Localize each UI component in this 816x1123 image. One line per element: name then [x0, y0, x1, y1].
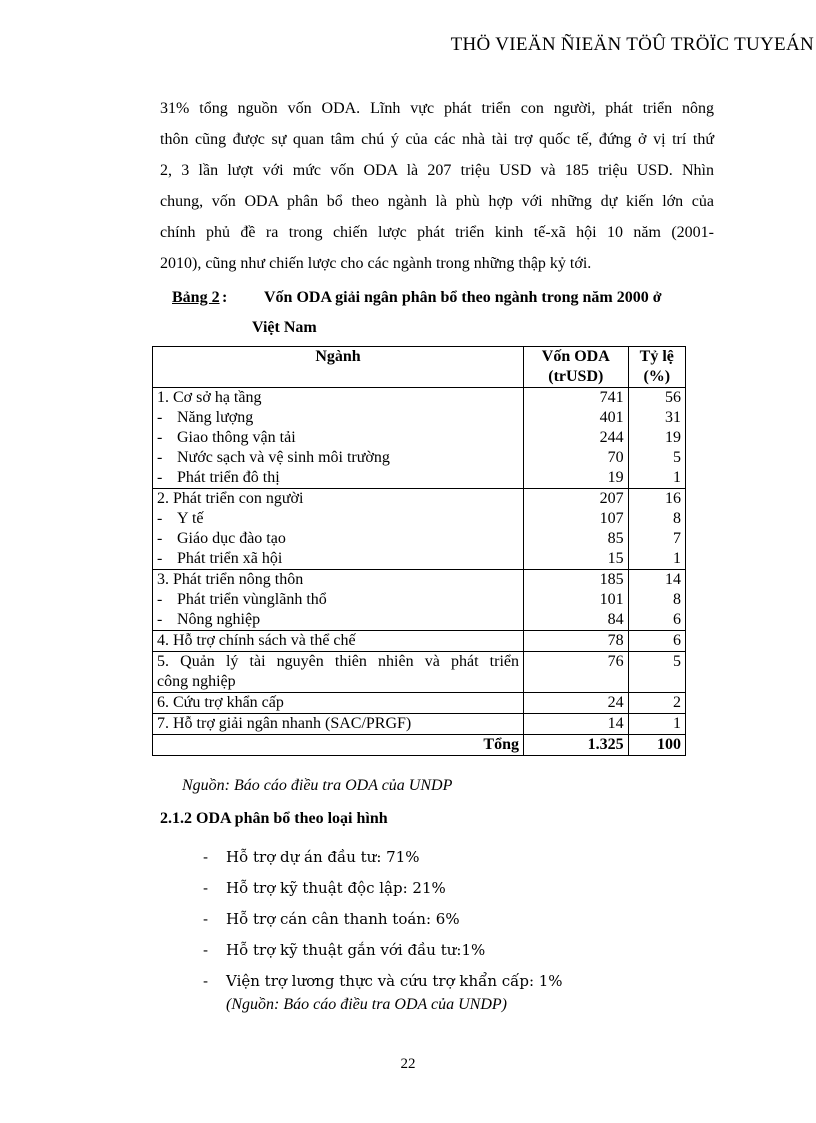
row-share: 56: [628, 388, 685, 409]
row-share: 6: [628, 631, 685, 652]
row-sector: - Y tế: [153, 509, 524, 529]
row-share: 31: [628, 408, 685, 428]
row-share: 19: [628, 428, 685, 448]
list-item: - Hỗ trợ cán cân thanh toán: 6%: [203, 904, 563, 935]
row-share: 2: [628, 693, 685, 714]
row-share: 14: [628, 570, 685, 591]
header-value: Vốn ODA (trUSD): [524, 347, 629, 388]
row-share: 1: [628, 468, 685, 489]
bullet-dash: -: [203, 941, 209, 959]
table-row: [153, 489, 686, 510]
dash-marker: -: [157, 611, 163, 628]
row-sector-line2: công nghiệp: [157, 673, 236, 690]
dash-marker: -: [157, 429, 163, 446]
page-number: 22: [400, 1056, 416, 1072]
row-sector: - Phát triển vùnglãnh thổ: [153, 590, 524, 610]
row-value: 244: [524, 428, 629, 448]
bullet-dash: -: [203, 910, 209, 928]
dash-marker: -: [157, 591, 163, 608]
row-share: 8: [628, 509, 685, 529]
table-total-row: [153, 735, 686, 756]
row-sector: - Giao thông vận tải: [153, 428, 524, 448]
table-row: [153, 529, 686, 549]
row-value: 19: [524, 468, 629, 489]
list-item: - Hỗ trợ dự án đầu tư: 71%: [203, 842, 563, 873]
paragraph-line: chung, vốn ODA phân bổ theo ngành là phù hợp với những dự kiến lớn của: [160, 193, 714, 210]
row-value: 84: [524, 610, 629, 631]
row-sector: 1. Cơ sở hạ tầng: [153, 388, 524, 409]
row-sector: - Phát triển đô thị: [153, 468, 524, 489]
row-value: 185: [524, 570, 629, 591]
table-row: [153, 570, 686, 591]
table-row: [153, 714, 686, 735]
row-value: 70: [524, 448, 629, 468]
row-value: 207: [524, 489, 629, 510]
bullet-list: [203, 842, 563, 997]
list-source-note: (Nguồn: Báo cáo điều tra ODA của UNDP): [226, 996, 507, 1013]
table-row: [153, 693, 686, 714]
row-value: 101: [524, 590, 629, 610]
row-sector-line1: 5. Quản lý tài nguyên thiên nhiên và phát triển: [157, 653, 519, 670]
row-sector: 6. Cứu trợ khẩn cấp: [153, 693, 524, 714]
section-heading: 2.1.2 ODA phân bổ theo loại hình: [160, 810, 388, 827]
table-row: [153, 610, 686, 631]
row-value: 107: [524, 509, 629, 529]
row-sector: 2. Phát triển con người: [153, 489, 524, 510]
row-share: 5: [628, 448, 685, 468]
dash-marker: -: [157, 530, 163, 547]
row-share: 16: [628, 489, 685, 510]
bullet-dash: -: [203, 972, 209, 990]
table-source-note: Nguồn: Báo cáo điều tra ODA của UNDP: [182, 777, 453, 794]
row-value: 85: [524, 529, 629, 549]
list-item: - Viện trợ lương thực và cứu trợ khẩn cấp: 1%: [203, 966, 563, 997]
oda-sector-table: [152, 346, 686, 756]
row-share: 8: [628, 590, 685, 610]
dash-marker: -: [157, 449, 163, 466]
row-value: 15: [524, 549, 629, 570]
row-share: 6: [628, 610, 685, 631]
table-label-colon: :: [222, 289, 228, 306]
header-share: Tỷ lệ (%): [628, 347, 685, 388]
row-value: 78: [524, 631, 629, 652]
dash-marker: -: [157, 409, 163, 426]
paragraph-line: thôn cũng được sự quan tâm chú ý của các nhà tài trợ quốc tế, đứng ở vị trí thứ: [160, 131, 714, 148]
dash-marker: -: [157, 550, 163, 567]
paragraph-line: chính phủ đề ra trong chiến lược phát triển kinh tế-xã hội 10 năm (2001-: [160, 224, 714, 241]
row-sector: 4. Hỗ trợ chính sách và thể chế: [153, 631, 524, 652]
table-row: [153, 590, 686, 610]
total-label: Tổng: [153, 735, 524, 756]
table-row: [153, 468, 686, 489]
body-paragraph: [160, 93, 714, 279]
table-caption-line2: Việt Nam: [252, 319, 317, 336]
table-caption-line1: Vốn ODA giải ngân phân bổ theo ngành trong năm 2000 ở: [264, 289, 662, 306]
row-value: 14: [524, 714, 629, 735]
row-share: 1: [628, 714, 685, 735]
table-row: [153, 388, 686, 409]
paragraph-line: 2, 3 lần lượt với mức vốn ODA là 207 triệu USD và 185 triệu USD. Nhìn: [160, 162, 714, 179]
table-row: [153, 549, 686, 570]
total-share: 100: [628, 735, 685, 756]
row-sector: - Nước sạch và vệ sinh môi trường: [153, 448, 524, 468]
row-share: 1: [628, 549, 685, 570]
total-value: 1.325: [524, 735, 629, 756]
table-label: Bảng 2: [172, 289, 220, 306]
header-sector: Ngành: [153, 347, 524, 388]
row-value: 76: [524, 652, 629, 693]
row-value: 741: [524, 388, 629, 409]
row-sector: - Nông nghiệp: [153, 610, 524, 631]
table-row: [153, 652, 686, 693]
table-header-row: [153, 347, 686, 388]
row-value: 24: [524, 693, 629, 714]
bullet-dash: -: [203, 879, 209, 897]
paragraph-line: 2010), cũng như chiến lược cho các ngành trong những thập kỷ tới.: [160, 255, 592, 272]
table-row: [153, 631, 686, 652]
row-share: 7: [628, 529, 685, 549]
list-item: - Hỗ trợ kỹ thuật độc lập: 21%: [203, 873, 563, 904]
table-row: [153, 428, 686, 448]
table-row: [153, 509, 686, 529]
running-header: THÖ VIEÄN ÑIEÄN TÖÛ TRÖÏC TUYEÁN: [450, 34, 814, 55]
paragraph-line: 31% tổng nguồn vốn ODA. Lĩnh vực phát triển con người, phát triển nông: [160, 100, 714, 117]
row-share: 5: [628, 652, 685, 693]
row-sector: [153, 652, 524, 693]
bullet-dash: -: [203, 848, 209, 866]
list-item: - Hỗ trợ kỹ thuật gắn với đầu tư:1%: [203, 935, 563, 966]
dash-marker: -: [157, 510, 163, 527]
row-value: 401: [524, 408, 629, 428]
table-row: [153, 448, 686, 468]
row-sector: - Giáo dục đào tạo: [153, 529, 524, 549]
row-sector: 7. Hỗ trợ giải ngân nhanh (SAC/PRGF): [153, 714, 524, 735]
row-sector: - Phát triển xã hội: [153, 549, 524, 570]
row-sector: - Năng lượng: [153, 408, 524, 428]
table-row: [153, 408, 686, 428]
row-sector: 3. Phát triển nông thôn: [153, 570, 524, 591]
dash-marker: -: [157, 469, 163, 486]
